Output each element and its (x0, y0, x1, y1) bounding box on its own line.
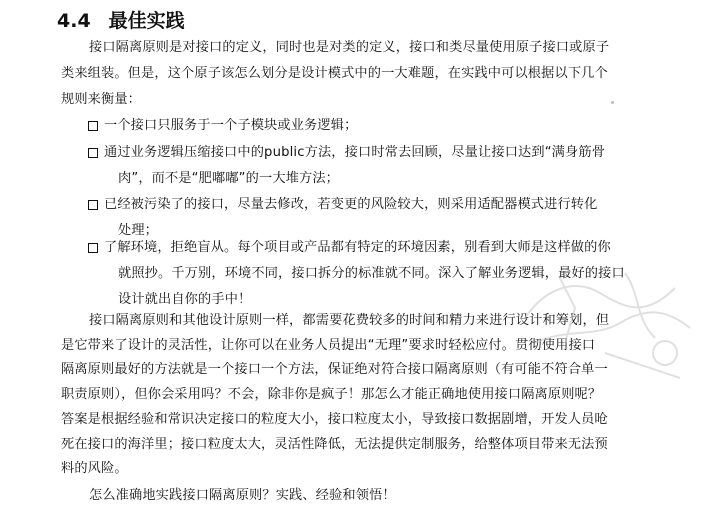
paragraph2-line7: 料的风险。 (61, 461, 128, 476)
bullet-checkbox-icon (88, 121, 98, 131)
scan-watermark (505, 248, 705, 398)
paragraph2-line1: 接口隔离原则和其他设计原则一样，都需要花费较多的时间和精力来进行设计和筹划，但 (89, 313, 610, 328)
paragraph1-line1: 接口隔离原则是对接口的定义，同时也是对类的定义，接口和类尽量使用原子接口或原子 (89, 40, 610, 55)
paragraph2-line5: 答案是根据经验和常识决定接口的粒度大小，接口粒度太小，导致接口数据剧增，开发人员呛 (61, 412, 608, 427)
bullet4-line3: 设计就出自你的手中！ (118, 292, 252, 307)
paragraph2-line2: 是它带来了设计的灵活性，让你可以在业务人员提出“无理”要求时轻松应付。贯彻使用接口 (61, 338, 596, 353)
paragraph2-line3: 隔离原则最好的方法就是一个接口一个方法，保证绝对符合接口隔离原则（有可能不符合单一 (61, 362, 608, 377)
section-heading (57, 8, 185, 34)
bullet-checkbox-icon (88, 243, 98, 253)
paragraph1-line3: 规则来衡量： (61, 92, 142, 107)
bullet1-line1: 一个接口只服务于一个子模块或业务逻辑； (104, 118, 358, 133)
section-title: 最佳实践 (108, 10, 185, 32)
bullet3-line1: 已经被污染了的接口，尽量去修改，若变更的风险较大，则采用适配器模式进行转化 (104, 197, 598, 212)
bullet4-line2: 就照抄。千万别，环境不同，接口拆分的标准就不同。深入了解业务逻辑，最好的接口 (118, 266, 625, 281)
paragraph1-line2: 类来组装。但是，这个原子该怎么划分是设计模式中的一大难题，在实践中可以根据以下几个 (61, 66, 608, 81)
bullet3-line2: 处理； (118, 223, 159, 238)
bullet-checkbox-icon (88, 200, 98, 210)
bullet4-line1: 了解环境，拒绝盲从。每个项目或产品都有特定的环境因素，别看到大师是这样做的你 (104, 240, 611, 255)
scan-speck (611, 101, 614, 104)
bullet2-line2: 肉”，而不是“肥嘟嘟”的一大堆方法； (118, 171, 340, 186)
bullet2-line1: 通过业务逻辑压缩接口中的public方法，接口时常去回顾，尽量让接口达到“满身筋骨 (104, 145, 606, 160)
bullet-checkbox-icon (88, 148, 98, 158)
paragraph3-line1: 怎么准确地实践接口隔离原则？实践、经验和领悟！ (89, 488, 396, 503)
section-number: 4.4 (57, 10, 91, 32)
paragraph2-line4: 职责原则），但你会采用吗？不会，除非你是疯子！那怎么才能正确地使用接口隔离原则呢？ (61, 387, 602, 402)
paragraph2-line6: 死在接口的海洋里；接口粒度太大，灵活性降低，无法提供定制服务，给整体项目带来无法预 (61, 437, 608, 452)
